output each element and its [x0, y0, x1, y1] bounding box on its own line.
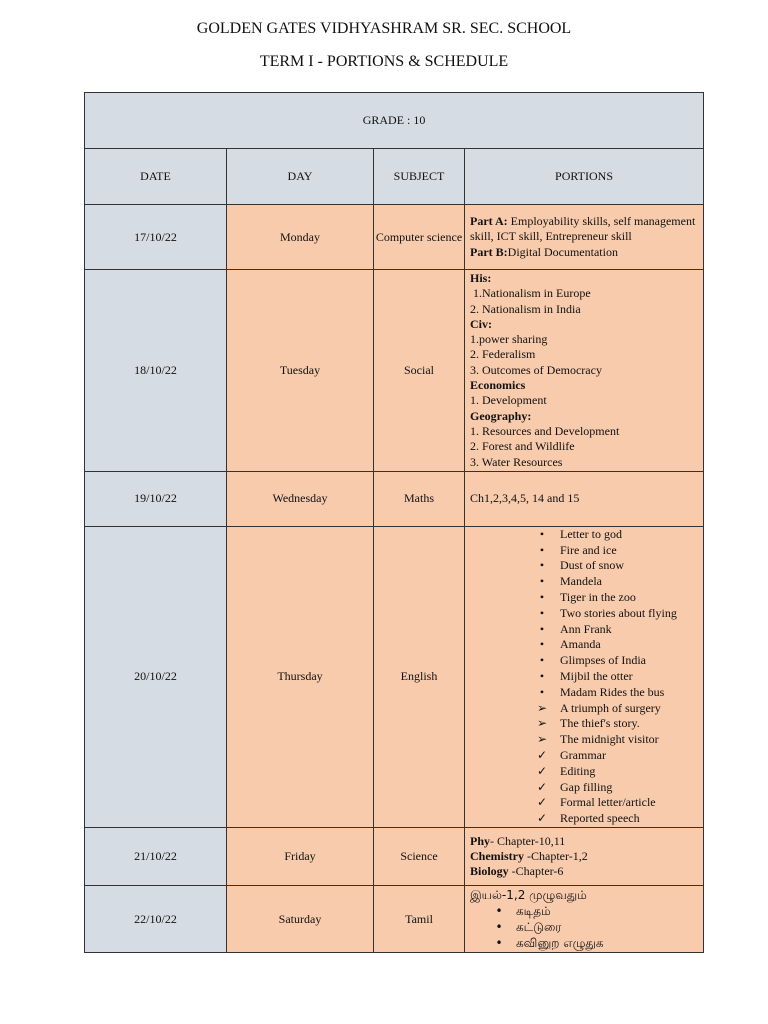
date-cell: 18/10/22 [85, 270, 227, 472]
list-item [465, 543, 703, 559]
list-item-text: கட்டுரை [516, 920, 562, 934]
portion-text: -Chapter-1,2 [524, 848, 588, 863]
column-header-subject: SUBJECT [374, 149, 465, 205]
checkmark-icon: ✓ [536, 811, 548, 826]
portion-line [470, 347, 698, 362]
portion-text: Employability skills, self management skill, ICT skill, Entrepreneur skill [470, 214, 696, 244]
list-item [465, 701, 703, 717]
list-item-text: Tiger in the zoo [560, 590, 636, 605]
portion-line [470, 214, 698, 245]
arrow-icon: ➢ [536, 732, 548, 747]
list-item-text: A triumph of surgery [560, 700, 661, 715]
portion-line [470, 271, 698, 286]
table-row [85, 828, 704, 886]
checkmark-icon: ✓ [536, 779, 548, 794]
list-item [465, 748, 703, 764]
portions-cell [465, 205, 704, 270]
portion-text: 3. Water Resources [470, 454, 563, 469]
portion-heading: Phy [470, 833, 491, 848]
portion-text: - Chapter-10,11 [490, 833, 566, 848]
subject-cell: Science [374, 828, 465, 886]
date-cell: 19/10/22 [85, 471, 227, 526]
list-item [465, 669, 703, 685]
portion-text: 2. Nationalism in India [470, 301, 581, 316]
table-row [85, 205, 704, 270]
list-item-text: Madam Rides the bus [560, 684, 665, 699]
portion-text: 1. Resources and Development [470, 423, 620, 438]
list-item-text: Formal letter/article [560, 795, 656, 810]
portions-cell [465, 886, 704, 953]
portion-line [470, 834, 698, 849]
list-item-text: Mijbil the otter [560, 669, 633, 684]
subject-cell: Maths [374, 471, 465, 526]
checkmark-icon: ✓ [536, 748, 548, 763]
table-row [85, 471, 704, 526]
day-cell: Friday [227, 828, 374, 886]
list-item [465, 732, 703, 748]
list-item-text: கவினுற எழுதுக [516, 936, 604, 950]
list-item-text: Glimpses of India [560, 653, 646, 668]
list-item-text: Gap filling [560, 779, 613, 794]
column-header-row [85, 149, 704, 205]
list-item [465, 780, 703, 796]
bullet-icon: • [539, 637, 545, 652]
list-item-text: The thief's story. [560, 716, 640, 731]
portions-cell [465, 526, 704, 827]
portion-line [470, 864, 698, 879]
term-title: TERM I - PORTIONS & SCHEDULE [259, 53, 509, 70]
portion-heading: Biology [470, 864, 509, 879]
grade-header-row [85, 93, 704, 149]
portion-text: -Chapter-6 [508, 864, 564, 879]
table-row [85, 526, 704, 827]
list-item [465, 811, 703, 827]
day-cell: Thursday [227, 526, 374, 827]
list-item [465, 764, 703, 780]
list-item-text: Two stories about flying [560, 605, 677, 620]
list-item-text: The midnight visitor [560, 732, 659, 747]
list-item [465, 606, 703, 622]
bullet-icon: • [495, 936, 503, 950]
day-cell: Saturday [227, 886, 374, 953]
portion-text: 1.power sharing [470, 332, 548, 347]
list-item [465, 637, 703, 653]
bullet-icon: • [539, 605, 545, 620]
date-cell: 22/10/22 [85, 886, 227, 953]
table-row [85, 270, 704, 472]
list-item [470, 903, 698, 919]
date-cell: 17/10/22 [85, 205, 227, 270]
portions-cell [465, 828, 704, 886]
portion-line [470, 393, 698, 408]
portion-heading: Part A: [470, 214, 508, 229]
list-item [465, 590, 703, 606]
portion-line [470, 424, 698, 439]
subject-cell: Computer science [374, 205, 465, 270]
bullet-icon: • [539, 574, 545, 589]
list-item-text: Amanda [560, 637, 601, 652]
list-item [465, 795, 703, 811]
list-item [465, 622, 703, 638]
day-cell: Tuesday [227, 270, 374, 472]
bullet-icon: • [539, 653, 545, 668]
arrow-icon: ➢ [536, 700, 548, 715]
portion-line [470, 378, 698, 393]
bullet-icon: • [539, 621, 545, 636]
list-item-text: கடிதம் [516, 904, 551, 918]
portion-heading: Part B: [470, 244, 508, 259]
english-topics-list [465, 527, 703, 827]
portion-text: 2. Forest and Wildlife [470, 439, 575, 454]
bullet-icon: • [539, 590, 545, 605]
bullet-icon: • [539, 669, 545, 684]
portion-line [470, 409, 698, 424]
portion-text: 3. Outcomes of Democracy [470, 362, 602, 377]
date-cell: 20/10/22 [85, 526, 227, 827]
bullet-icon: • [495, 904, 503, 918]
list-item [465, 685, 703, 701]
portion-heading: Civ: [470, 316, 492, 331]
portion-line [470, 455, 698, 470]
bullet-icon: • [539, 558, 545, 573]
list-item [465, 558, 703, 574]
schedule-table [84, 92, 704, 953]
bullet-icon: • [539, 684, 545, 699]
portion-line [470, 286, 698, 301]
table-row [85, 886, 704, 953]
portion-heading: His: [470, 271, 492, 285]
list-item-text: Dust of snow [560, 558, 625, 573]
portions-cell [465, 471, 704, 526]
portion-heading: Geography: [470, 408, 532, 423]
list-item-text: Ann Frank [560, 621, 612, 636]
list-item-text: Editing [560, 763, 596, 778]
bullet-icon: • [539, 542, 545, 557]
checkmark-icon: ✓ [536, 763, 548, 778]
list-item-text: Letter to god [560, 526, 622, 541]
checkmark-icon: ✓ [536, 795, 548, 810]
list-item [465, 527, 703, 543]
day-cell: Wednesday [227, 471, 374, 526]
portion-line [470, 491, 698, 506]
portion-line [470, 317, 698, 332]
portion-line [470, 302, 698, 317]
tamil-intro: இயல்-1,2 முழுவதும் [470, 888, 587, 902]
subject-cell: Tamil [374, 886, 465, 953]
list-item-text: Reported speech [560, 811, 640, 826]
portion-text: 2. Federalism [470, 347, 536, 362]
subject-cell: Social [374, 270, 465, 472]
portion-line [470, 332, 698, 347]
portion-line [470, 849, 698, 864]
list-item [470, 919, 698, 935]
list-item [465, 716, 703, 732]
portion-text: 1. Development [470, 393, 547, 408]
portion-heading: Chemistry [470, 848, 524, 863]
portion-line [470, 245, 698, 260]
portion-heading: Economics [470, 378, 526, 393]
column-header-portions: PORTIONS [465, 149, 704, 205]
portion-line [470, 363, 698, 378]
grade-label: GRADE : 10 [85, 93, 704, 149]
day-cell: Monday [227, 205, 374, 270]
bullet-icon: • [539, 526, 545, 541]
portions-cell [465, 270, 704, 472]
list-item [465, 574, 703, 590]
portion-text: Digital Documentation [507, 244, 618, 259]
portion-line [470, 439, 698, 454]
list-item [470, 935, 698, 951]
tamil-topics-list [470, 903, 698, 951]
list-item-text: Grammar [560, 748, 606, 763]
list-item-text: Fire and ice [560, 542, 617, 557]
bullet-icon: • [495, 920, 503, 934]
portion-text: 1.Nationalism in Europe [470, 286, 591, 301]
school-name: GOLDEN GATES VIDHYASHRAM SR. SEC. SCHOOL [196, 20, 572, 37]
portion-text: Ch1,2,3,4,5, 14 and 15 [470, 491, 580, 506]
list-item-text: Mandela [560, 574, 602, 589]
column-header-date: DATE [85, 149, 227, 205]
column-header-day: DAY [227, 149, 374, 205]
subject-cell: English [374, 526, 465, 827]
list-item [465, 653, 703, 669]
arrow-icon: ➢ [536, 716, 548, 731]
date-cell: 21/10/22 [85, 828, 227, 886]
